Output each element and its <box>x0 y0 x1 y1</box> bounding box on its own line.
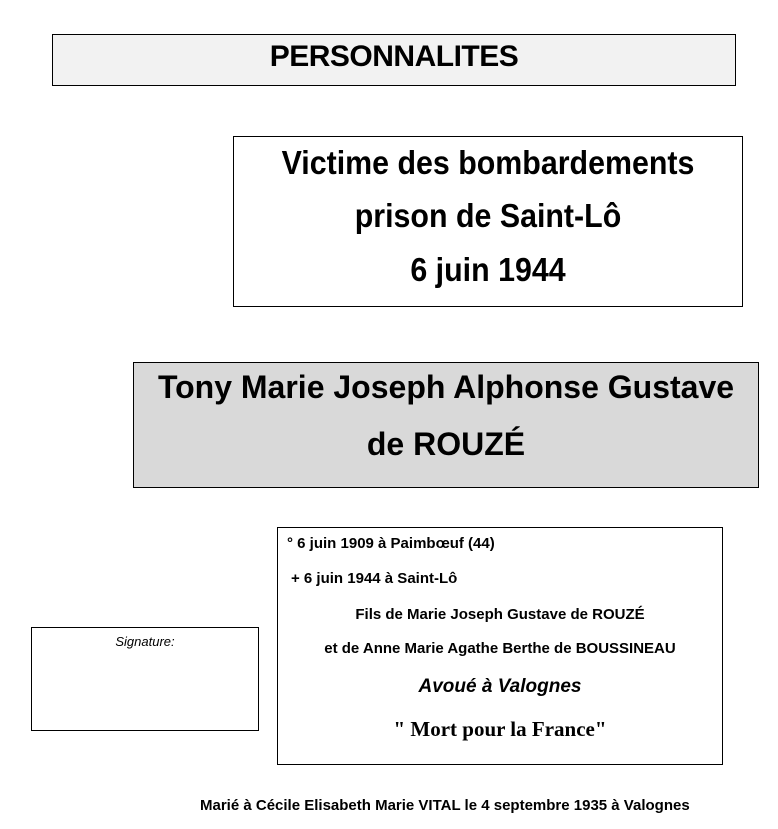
father-text: Fils de Marie Joseph Gustave de ROUZÉ <box>355 606 645 623</box>
signature-box <box>31 627 259 731</box>
header-box <box>52 34 736 86</box>
signature-label: Signature: <box>115 634 175 649</box>
victim-line-1: Victime des bombardements <box>281 144 695 181</box>
birth-text: ° 6 juin 1909 à Paimbœuf (44) <box>287 535 495 552</box>
name-box <box>133 362 759 488</box>
page-title: PERSONNALITES <box>269 40 519 73</box>
mother-text: et de Anne Marie Agathe Berthe de BOUSSINEAU <box>324 640 676 657</box>
person-name-line-2: de ROUZÉ <box>366 426 526 462</box>
profession-text: Avoué à Valognes <box>418 676 582 697</box>
mort-pour-la-france-text: " Mort pour la France" <box>393 717 607 741</box>
marriage-text: Marié à Cécile Elisabeth Marie VITAL le 4 septembre 1935 à Valognes <box>200 797 690 814</box>
victim-line-2: prison de Saint-Lô <box>354 197 622 234</box>
victim-line-3: 6 juin 1944 <box>410 251 566 288</box>
victim-box <box>233 136 743 307</box>
info-box <box>277 527 723 765</box>
person-name-line-1: Tony Marie Joseph Alphonse Gustave <box>157 369 735 405</box>
death-text: + 6 juin 1944 à Saint-Lô <box>291 570 458 587</box>
